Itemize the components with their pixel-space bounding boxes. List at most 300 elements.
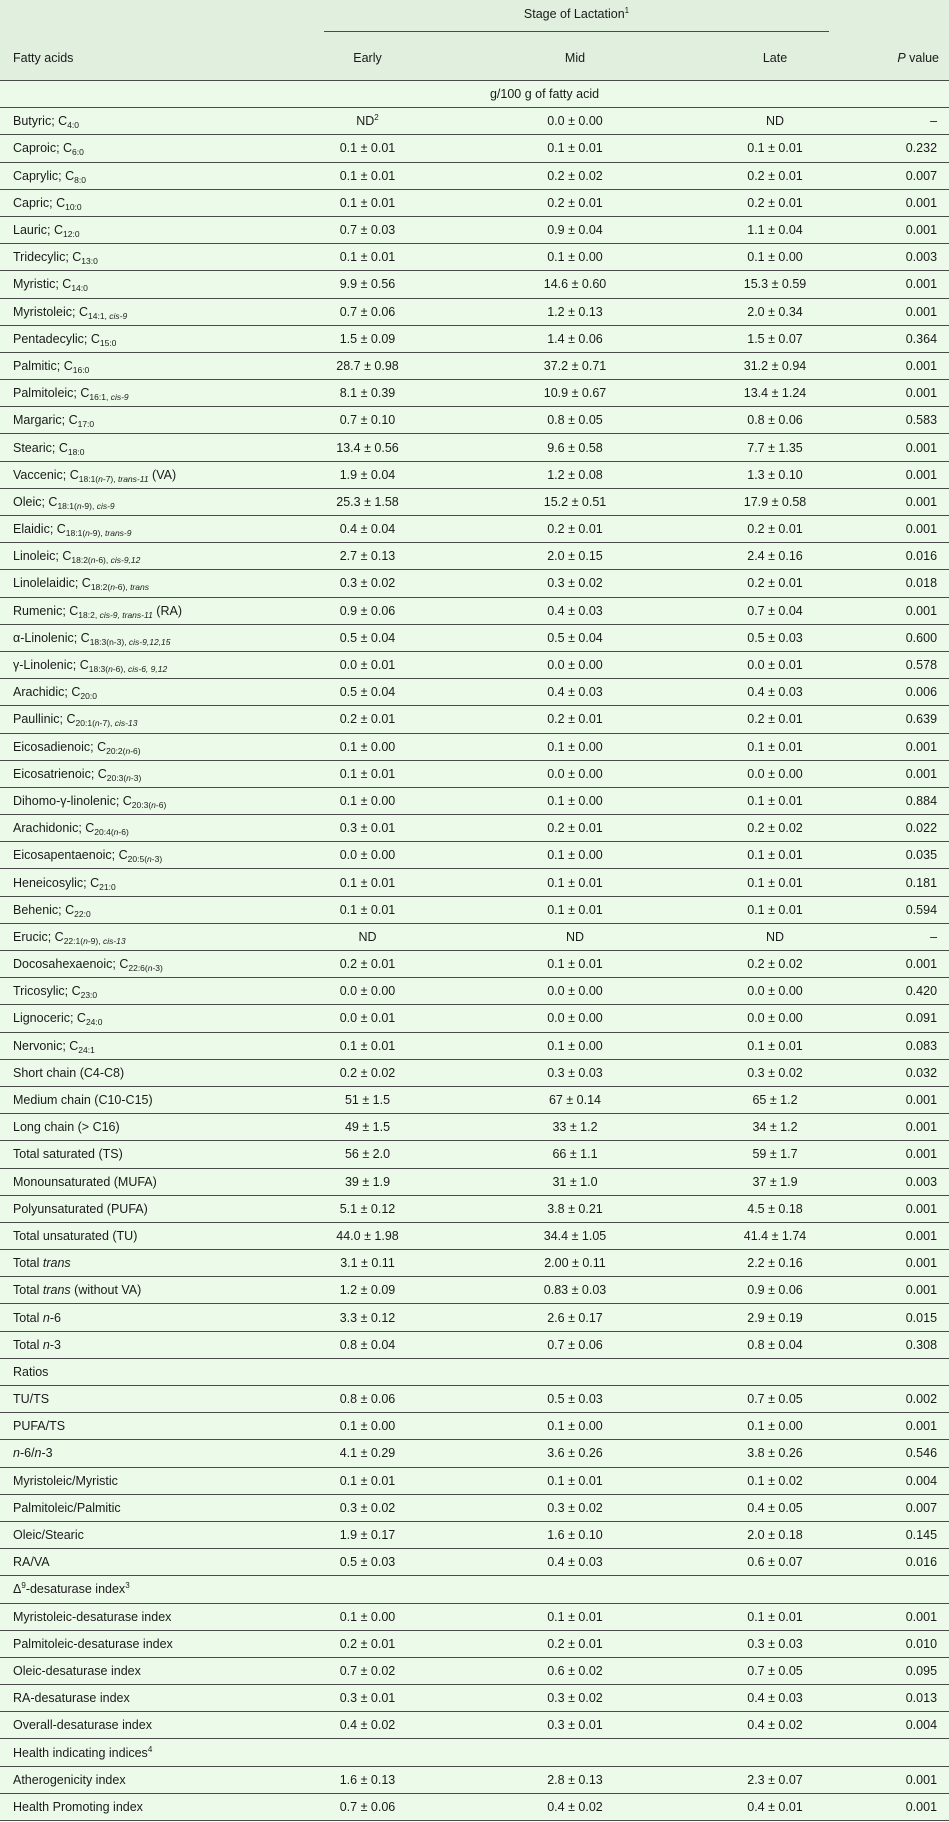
late-value	[680, 244, 870, 271]
name-part: 10:0	[65, 201, 82, 212]
cell-text: 0.0 ± 0.01	[339, 658, 396, 673]
mid-value	[470, 543, 680, 570]
late-value	[680, 1141, 870, 1168]
cell-text: 0.0 ± 0.00	[547, 766, 603, 781]
early-value	[265, 1195, 470, 1222]
late-value	[680, 951, 870, 978]
early-value	[265, 1657, 470, 1684]
table-row	[0, 651, 949, 678]
cell-text: 0.7 ± 0.04	[747, 603, 803, 618]
header-spacer-right	[870, 0, 949, 36]
mid-value	[470, 1059, 680, 1086]
cell-text: 0.3 ± 0.03	[747, 1636, 803, 1651]
mid-value	[470, 1114, 680, 1141]
table-row	[0, 135, 949, 162]
p-value: 0.181	[870, 869, 949, 896]
late-value	[680, 1277, 870, 1304]
cell-text: 51 ± 1.5	[344, 1093, 391, 1108]
mid-value	[470, 651, 680, 678]
p-value: 0.001	[870, 298, 949, 325]
table-row	[0, 1685, 949, 1712]
cell-text: 3.8 ± 0.21	[547, 1201, 603, 1216]
cell-text: 3.3 ± 0.12	[339, 1310, 396, 1325]
name-part: Arachidic; C	[13, 685, 81, 700]
name-part: Linoleic; C	[13, 549, 72, 564]
cell-text: 1.9 ± 0.04	[339, 467, 396, 482]
fatty-acid-name	[0, 1304, 265, 1331]
early-value	[265, 1386, 470, 1413]
table-header	[0, 0, 949, 81]
fatty-acid-name	[0, 923, 265, 950]
name-part: 9	[21, 1581, 26, 1591]
cell-text: 0.3 ± 0.02	[547, 1500, 603, 1515]
cell-text: 0.1 ± 0.01	[339, 168, 396, 183]
fatty-acid-name	[0, 1195, 265, 1222]
cell-text: 66 ± 1.1	[552, 1147, 598, 1162]
p-value: 0.001	[870, 1086, 949, 1113]
name-part: n	[90, 555, 96, 566]
late-value	[680, 1657, 870, 1684]
late-value	[680, 461, 870, 488]
name-part: 17:0	[77, 419, 95, 430]
cell-text: 0.1 ± 0.01	[339, 195, 396, 210]
cell-text: 0.0 ± 0.01	[339, 1011, 396, 1026]
late-value	[680, 1005, 870, 1032]
late-value	[680, 380, 870, 407]
p-value: 0.004	[870, 1712, 949, 1739]
section-label	[0, 1358, 949, 1385]
fatty-acid-name	[0, 1005, 265, 1032]
table-row	[0, 1331, 949, 1358]
table-row	[0, 570, 949, 597]
mid-value	[470, 1331, 680, 1358]
fatty-acid-name	[0, 189, 265, 216]
fatty-acid-name	[0, 1521, 265, 1548]
name-part: cis-9	[109, 310, 128, 321]
early-value	[265, 380, 470, 407]
mid-value	[470, 951, 680, 978]
late-value	[680, 624, 870, 651]
p-value: 0.002	[870, 1386, 949, 1413]
cell-text: 0.0 ± 0.00	[547, 658, 603, 673]
cell-text: 0.2 ± 0.01	[547, 821, 603, 836]
name-part: 20:5(	[127, 854, 148, 865]
late-value	[680, 407, 870, 434]
late-value	[680, 597, 870, 624]
cell-text: 2.3 ± 0.07	[747, 1772, 803, 1787]
cell-text: 0.3 ± 0.02	[747, 1065, 803, 1080]
early-value	[265, 516, 470, 543]
name-part: 18:1(	[78, 473, 99, 484]
p-value: 0.016	[870, 543, 949, 570]
cell-text: 1.3 ± 0.10	[747, 467, 803, 482]
cell-text: 0.1 ± 0.01	[547, 141, 603, 156]
name-part: cis-9,12	[110, 555, 141, 566]
early-value	[265, 923, 470, 950]
cell-text: 0.1 ± 0.01	[339, 902, 396, 917]
p-value: 0.001	[870, 189, 949, 216]
mid-value	[470, 298, 680, 325]
name-part: -9),	[87, 935, 103, 946]
cell-text: 0.0 ± 0.00	[747, 984, 803, 999]
fatty-acid-name	[0, 842, 265, 869]
table-row	[0, 842, 949, 869]
name-part: Long chain (> C16)	[13, 1120, 120, 1135]
stage-footnote-mark: 1	[624, 6, 630, 15]
cell-text: 0.8 ± 0.06	[747, 413, 803, 428]
p-value: 0.001	[870, 1413, 949, 1440]
name-part: 4	[147, 1744, 153, 1754]
fatty-acid-name	[0, 325, 265, 352]
early-value	[265, 1440, 470, 1467]
name-part: n	[13, 1446, 20, 1461]
name-part: 20:2(	[106, 745, 126, 756]
name-part: -3)	[130, 772, 142, 783]
name-part: n	[34, 1446, 42, 1461]
cell-text: 0.1 ± 0.00	[547, 1419, 603, 1434]
mid-value	[470, 1413, 680, 1440]
name-part: -6),	[114, 582, 131, 593]
name-part: Total	[13, 1256, 43, 1271]
p-value: 0.001	[870, 1195, 949, 1222]
fatty-acid-name	[0, 706, 265, 733]
cell-text: 2.0 ± 0.18	[747, 1528, 803, 1543]
name-part: 22:1(	[63, 935, 84, 946]
name-part: Caproic; C	[13, 141, 73, 156]
late-value	[680, 1086, 870, 1113]
table-row	[0, 1793, 949, 1820]
name-part: 18:2(	[71, 555, 91, 566]
name-part: -6)	[118, 827, 129, 838]
fatty-acid-name	[0, 1059, 265, 1086]
mid-value	[470, 162, 680, 189]
name-part: Erucic; C	[13, 929, 64, 944]
cell-text: 37 ± 1.9	[752, 1174, 798, 1189]
p-value: 0.594	[870, 896, 949, 923]
p-value: 0.004	[870, 1467, 949, 1494]
name-part: trans-9	[105, 528, 132, 539]
cell-text: 31.2 ± 0.94	[743, 358, 807, 373]
early-value	[265, 706, 470, 733]
cell-text: 41.4 ± 1.74	[743, 1228, 807, 1243]
cell-text: 1.6 ± 0.10	[547, 1528, 603, 1543]
cell-text: 0.0 ± 0.00	[339, 984, 396, 999]
mid-value	[470, 1005, 680, 1032]
p-value: 0.032	[870, 1059, 949, 1086]
cell-text: 13.4 ± 1.24	[743, 386, 807, 401]
cell-text: 0.1 ± 0.01	[547, 957, 603, 972]
cell-text: 0.4 ± 0.02	[547, 1799, 603, 1814]
late-value	[680, 651, 870, 678]
table-row	[0, 787, 949, 814]
table-row	[0, 1059, 949, 1086]
late-value	[680, 298, 870, 325]
p-value: 0.546	[870, 1440, 949, 1467]
name-part: TU/TS	[13, 1392, 50, 1407]
name-part: -6)	[155, 799, 167, 810]
p-value: 0.145	[870, 1521, 949, 1548]
mid-value	[470, 244, 680, 271]
name-part: Pentadecylic; C	[13, 331, 100, 346]
cell-text: 0.1 ± 0.00	[547, 250, 603, 265]
cell-text: 0.4 ± 0.02	[339, 1718, 396, 1733]
cell-text: ND	[565, 929, 585, 944]
early-value	[265, 570, 470, 597]
name-part: RA-desaturase index	[13, 1691, 130, 1706]
name-part: -9),	[89, 528, 106, 539]
cell-text: 0.1 ± 0.01	[339, 250, 396, 265]
stage-of-lactation-header	[265, 0, 870, 36]
cell-text: 33 ± 1.2	[552, 1120, 598, 1135]
cell-text: 34.4 ± 1.05	[543, 1228, 607, 1243]
p-value: 0.003	[870, 1168, 949, 1195]
early-value	[265, 461, 470, 488]
name-part: 21:0	[99, 881, 116, 892]
name-part: -6),	[95, 555, 111, 566]
name-part: n	[147, 963, 153, 974]
late-value	[680, 1521, 870, 1548]
cell-text: 49 ± 1.5	[344, 1120, 391, 1135]
late-value	[680, 189, 870, 216]
footnote-mark: 2	[374, 113, 379, 123]
early-value	[265, 108, 470, 135]
cell-text: 4.1 ± 0.29	[339, 1446, 396, 1461]
cell-text: 0.3 ± 0.02	[547, 576, 603, 591]
cell-text: 0.2 ± 0.01	[747, 712, 803, 727]
table-row	[0, 1603, 949, 1630]
unit-row	[0, 81, 949, 108]
name-part: cis-9	[110, 392, 129, 403]
late-value	[680, 1793, 870, 1820]
early-value	[265, 679, 470, 706]
table-row	[0, 1086, 949, 1113]
cell-text: 0.1 ± 0.01	[747, 1609, 803, 1624]
table-row	[0, 1657, 949, 1684]
early-value	[265, 1521, 470, 1548]
table-row	[0, 815, 949, 842]
fatty-acid-name	[0, 597, 265, 624]
cell-text: 0.4 ± 0.05	[747, 1500, 803, 1515]
name-part: Palmitoleic-desaturase index	[13, 1636, 173, 1651]
cell-text: 65 ± 1.2	[752, 1093, 798, 1108]
header-spacer	[0, 0, 265, 36]
cell-text: 0.2 ± 0.01	[747, 168, 803, 183]
fatty-acid-name	[0, 135, 265, 162]
p-value-label: value	[905, 51, 940, 65]
cell-text: 0.5 ± 0.03	[747, 630, 803, 645]
early-value	[265, 271, 470, 298]
name-part: 18:2(	[90, 582, 111, 593]
fatty-acid-name	[0, 1603, 265, 1630]
cell-text: 1.9 ± 0.17	[339, 1528, 396, 1543]
mid-value	[470, 923, 680, 950]
early-value	[265, 978, 470, 1005]
name-part: cis-9,12,15	[128, 636, 171, 647]
mid-value	[470, 570, 680, 597]
section-label	[0, 1576, 949, 1603]
early-value	[265, 298, 470, 325]
name-part: trans	[42, 1283, 71, 1298]
name-part: 18:0	[67, 446, 85, 457]
cell-text: 0.0 ± 0.00	[339, 848, 396, 863]
name-part: Vaccenic; C	[13, 467, 79, 482]
cell-text: 0.1 ± 0.00	[747, 1419, 803, 1434]
late-value	[680, 325, 870, 352]
early-value	[265, 651, 470, 678]
fatty-acid-name	[0, 1141, 265, 1168]
name-part: Behenic; C	[13, 902, 75, 917]
fatty-acid-name	[0, 651, 265, 678]
name-part: Health Promoting index	[13, 1799, 143, 1814]
name-part: 3	[125, 1581, 130, 1591]
cell-text: 2.0 ± 0.15	[547, 549, 603, 564]
p-value: 0.010	[870, 1630, 949, 1657]
table-row	[0, 1168, 949, 1195]
cell-text: 0.3 ± 0.01	[339, 821, 396, 836]
fatty-acid-name	[0, 1086, 265, 1113]
cell-text: 0.4 ± 0.01	[747, 1799, 803, 1814]
name-part: Eicosadienoic; C	[13, 739, 107, 754]
name-part: Δ	[13, 1582, 22, 1597]
late-value	[680, 216, 870, 243]
late-value	[680, 923, 870, 950]
cell-text: 17.9 ± 0.58	[743, 494, 807, 509]
mid-value	[470, 380, 680, 407]
name-part: Total	[13, 1310, 43, 1325]
section-row	[0, 1739, 949, 1766]
table-row	[0, 1005, 949, 1032]
late-value	[680, 679, 870, 706]
cell-text: 0.7 ± 0.06	[339, 304, 396, 319]
early-value	[265, 325, 470, 352]
name-part: Health indicating indices	[13, 1745, 148, 1760]
name-part: (RA)	[152, 603, 182, 618]
cell-text: 0.1 ± 0.02	[747, 1473, 803, 1488]
fatty-acid-name	[0, 380, 265, 407]
cell-text: 0.1 ± 0.01	[747, 793, 803, 808]
p-value: 0.001	[870, 271, 949, 298]
p-value: 0.003	[870, 244, 949, 271]
early-value	[265, 733, 470, 760]
cell-text: 3.6 ± 0.26	[547, 1446, 603, 1461]
cell-text: 0.2 ± 0.01	[747, 522, 803, 537]
cell-text: 0.1 ± 0.00	[339, 1419, 396, 1434]
name-part: Rumenic; C	[13, 603, 79, 618]
early-value	[265, 1086, 470, 1113]
late-value	[680, 978, 870, 1005]
name-part: Heneicosylic; C	[13, 875, 100, 890]
mid-value	[470, 1032, 680, 1059]
table-row	[0, 1467, 949, 1494]
cell-text: 0.1 ± 0.01	[747, 1038, 803, 1053]
early-value	[265, 951, 470, 978]
late-value	[680, 543, 870, 570]
mid-value	[470, 1168, 680, 1195]
cell-text: 0.9 ± 0.04	[547, 223, 603, 238]
table-row	[0, 407, 949, 434]
cell-text: 0.2 ± 0.01	[547, 195, 603, 210]
mid-value	[470, 1086, 680, 1113]
fatty-acid-name	[0, 624, 265, 651]
late-value	[680, 108, 870, 135]
early-value	[265, 216, 470, 243]
cell-text: 0.7 ± 0.03	[339, 223, 396, 238]
name-part: -6/	[19, 1446, 35, 1461]
table-row	[0, 1141, 949, 1168]
cell-text: 2.8 ± 0.13	[547, 1772, 603, 1787]
p-value: 0.001	[870, 216, 949, 243]
cell-text: 0.0 ± 0.00	[747, 766, 803, 781]
table-row	[0, 869, 949, 896]
late-value	[680, 1766, 870, 1793]
table-row	[0, 1032, 949, 1059]
name-part: Myristoleic; C	[13, 304, 89, 319]
cell-text: 0.2 ± 0.02	[747, 957, 803, 972]
section-row	[0, 1358, 949, 1385]
mid-value	[470, 1630, 680, 1657]
fatty-acid-name	[0, 1032, 265, 1059]
late-value	[680, 1168, 870, 1195]
cell-text: 0.7 ± 0.05	[747, 1663, 803, 1678]
cell-text: 0.1 ± 0.00	[339, 1609, 396, 1624]
mid-value	[470, 488, 680, 515]
cell-text: 2.6 ± 0.17	[547, 1310, 603, 1325]
cell-text: 0.0 ± 0.00	[547, 114, 603, 129]
cell-text: 0.1 ± 0.01	[547, 902, 603, 917]
early-value	[265, 1712, 470, 1739]
p-value: 0.639	[870, 706, 949, 733]
mid-value	[470, 108, 680, 135]
cell-text: 0.4 ± 0.03	[547, 1555, 603, 1570]
name-part: n	[85, 528, 90, 539]
fatty-acid-name	[0, 815, 265, 842]
fatty-acid-name	[0, 951, 265, 978]
name-part: 20:3(	[131, 799, 152, 810]
table-row	[0, 1195, 949, 1222]
cell-text: 0.1 ± 0.00	[547, 848, 603, 863]
late-value	[680, 1440, 870, 1467]
cell-text: 0.1 ± 0.01	[339, 766, 396, 781]
early-value	[265, 1413, 470, 1440]
name-part: -3)	[152, 963, 163, 974]
mid-value	[470, 978, 680, 1005]
name-part: -3	[49, 1337, 61, 1352]
cell-text: 0.3 ± 0.03	[547, 1065, 603, 1080]
cell-text: 0.7 ± 0.05	[747, 1392, 803, 1407]
late-value	[680, 1304, 870, 1331]
mid-value	[470, 1195, 680, 1222]
table-row	[0, 1304, 949, 1331]
name-part: n	[113, 827, 119, 838]
fatty-acid-name	[0, 1630, 265, 1657]
name-part: -7),	[99, 718, 115, 729]
table-row	[0, 325, 949, 352]
cell-text: 1.4 ± 0.06	[547, 331, 603, 346]
name-part: n	[76, 500, 82, 511]
early-value	[265, 1168, 470, 1195]
fatty-acid-name	[0, 407, 265, 434]
mid-value	[470, 1467, 680, 1494]
cell-text: 0.6 ± 0.07	[747, 1555, 803, 1570]
col-mid: Mid	[470, 36, 680, 81]
cell-text: 0.3 ± 0.01	[339, 1691, 396, 1706]
p-value: 0.583	[870, 407, 949, 434]
late-value	[680, 1603, 870, 1630]
table-row	[0, 679, 949, 706]
name-part: Palmitoleic/Palmitic	[13, 1500, 121, 1515]
cell-text: 2.0 ± 0.34	[747, 304, 803, 319]
cell-text: 0.4 ± 0.03	[547, 685, 603, 700]
